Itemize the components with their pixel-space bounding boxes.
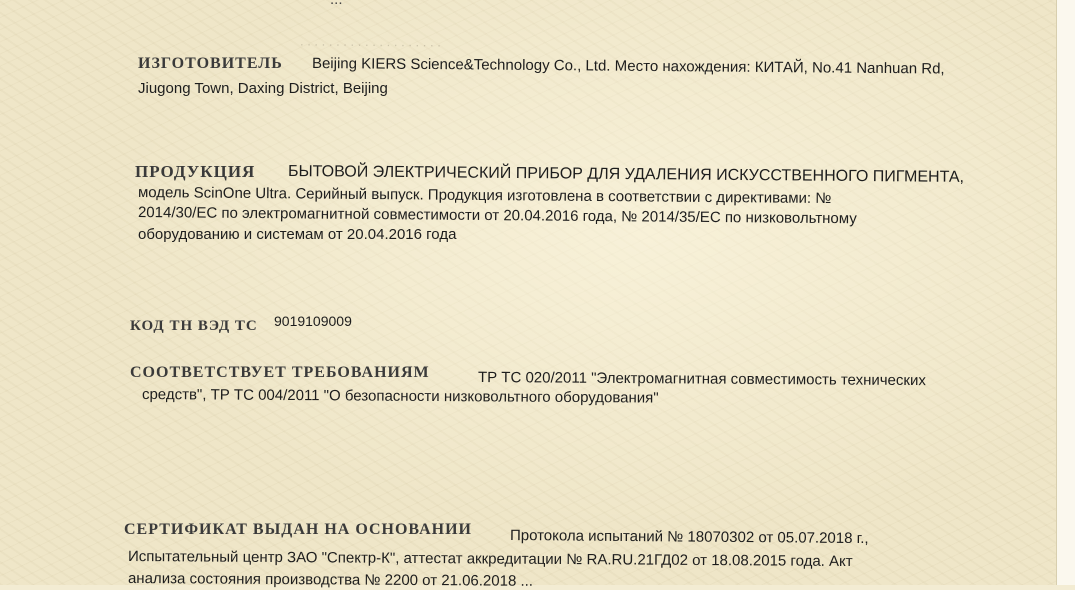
basis-line-1: Протокола испытаний № 18070302 от 05.07.2018 г., <box>509 527 869 548</box>
manufacturer-line-2: Jiugong Town, Daxing District, Beijing <box>138 80 388 97</box>
product-line-2: модель ScinOne Ultra. Серийный выпуск. Продукция изготовлена в соответствии с директивами: № <box>137 184 832 208</box>
top-cut-line <box>330 0 343 8</box>
basis-label: СЕРТИФИКАТ ВЫДАН НА ОСНОВАНИИ <box>124 521 472 538</box>
manufacturer-label: ИЗГОТОВИТЕЛЬ <box>138 55 283 72</box>
product-line-1: БЫТОВОЙ ЭЛЕКТРИЧЕСКИЙ ПРИБОР ДЛЯ УДАЛЕНИЯ ИСКУССТВЕННОГО ПИГМЕНТА, <box>287 163 965 186</box>
product-label: ПРОДУКЦИЯ <box>135 162 256 181</box>
requirements-line-2: средств", ТР ТС 004/2011 "О безопасности низковольтного оборудования" <box>141 386 659 407</box>
basis-line-3: анализа состояния производства № 2200 от 21.06.2018 ... <box>127 570 534 590</box>
certificate-page: . . . . . . . . . . . . . . . . . . . . ИЗГОТОВИТЕЛЬ Beijing KIERS Science&Technology Co., Ltd. Место нахождения: КИТАЙ, No.41 Nanhuan Rd, Jiugong Town, Daxing District, Beijing ПРОДУКЦИЯ БЫТОВОЙ ЭЛЕКТРИЧЕСКИЙ ПРИБОР ДЛЯ УДАЛЕНИЯ ИСКУССТВЕННОГО ПИГМЕНТА, модель ScinOne Ultra. Серийный выпуск. Продукция изготовлена в соответствии с директивами: № 2014/30/ЕС по электромагнитной совместимости от 20.04.2016 года, № 2014/35/ЕС по низковольтному оборудованию и системам от 20.04.2016 года КОД ТН ВЭД ТС 9019109009 СООТВЕТСТВУЕТ ТРЕБОВАНИЯМ ТР ТС 020/2011 "Электромагнитная совместимость технических средств", ТР ТС 004/2011 "О безопасности низковольтного оборудования" СЕРТИФИКАТ ВЫДАН НА ОСНОВАНИИ Протокола испытаний № 18070302 от 05.07.2018 г., Испытательный центр ЗАО "Спектр-К", аттестат аккредитации № RA.RU.21ГД02 от 18.08.2015 года. Акт анализа состояния производства № 2200 от 21.06.2018 ... <box>0 0 1075 585</box>
basis-line-2: Испытательный центр ЗАО "Спектр-К", аттестат аккредитации № RA.RU.21ГД02 от 18.08.2015 года. Акт <box>127 548 853 571</box>
requirements-label: СООТВЕТСТВУЕТ ТРЕБОВАНИЯМ <box>130 364 430 381</box>
page-edge-strip <box>1056 0 1075 585</box>
product-line-3: 2014/30/ЕС по электромагнитной совместимости от 20.04.2016 года, № 2014/35/ЕС по низковольтному <box>137 204 857 228</box>
requirements-line-1: ТР ТС 020/2011 "Электромагнитная совместимость технических <box>477 369 926 390</box>
tnved-value: 9019109009 <box>274 313 352 329</box>
tnved-label: КОД ТН ВЭД ТС <box>130 318 258 334</box>
manufacturer-line-1: Beijing KIERS Science&Technology Co., Ltd. Место нахождения: КИТАЙ, No.41 Nanhuan Rd, <box>311 55 945 78</box>
product-line-4: оборудованию и системам от 20.04.2016 года <box>138 226 457 243</box>
